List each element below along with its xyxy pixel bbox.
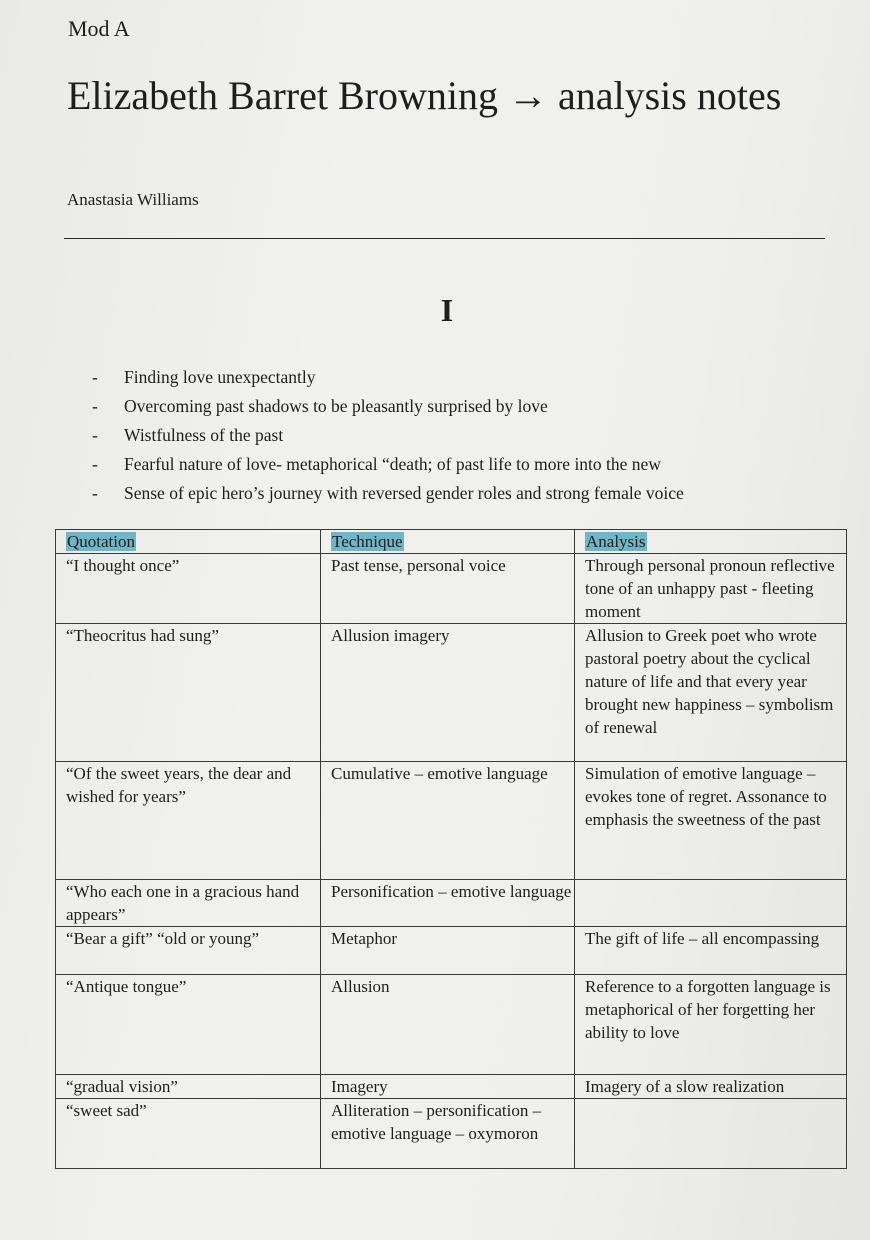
- table-row: [56, 1099, 847, 1169]
- table-row: [56, 880, 847, 927]
- table-row: [56, 927, 847, 975]
- page-title: Elizabeth Barret Browning → analysis notes: [67, 73, 782, 118]
- section-heading: I: [440, 292, 454, 328]
- theme-bullet-list: [92, 364, 684, 509]
- module-label: Mod A: [68, 16, 130, 41]
- bullet-item: - Overcoming past shadows to be pleasantly surprised by love: [92, 396, 548, 416]
- author-name: Anastasia Williams: [67, 190, 199, 209]
- technique-cell: Metaphor: [321, 927, 575, 975]
- technique-cell: Personification – emotive language: [321, 880, 575, 927]
- table-row: [56, 975, 847, 1075]
- technique-cell: Cumulative – emotive language: [321, 762, 575, 880]
- bullet-item: - Wistfulness of the past: [92, 425, 284, 445]
- analysis-cell: Reference to a forgotten language is metaphorical of her forgetting her ability to love: [575, 975, 847, 1075]
- analysis-cell: Allusion to Greek poet who wrote pastoral poetry about the cyclical nature of life and that every year brought new happiness – symbolism of renewal: [575, 624, 847, 762]
- table-row: [56, 1075, 847, 1099]
- bullet-text: Sense of epic hero’s journey with reversed gender roles and strong female voice: [124, 483, 684, 503]
- quotation-cell: “Of the sweet years, the dear and wished for years”: [56, 762, 321, 880]
- analysis-table: [55, 529, 847, 1169]
- technique-cell: Alliteration – personification – emotive language – oxymoron: [321, 1099, 575, 1169]
- header-label: Analysis: [586, 532, 646, 551]
- quotation-cell: “Antique tongue”: [56, 975, 321, 1075]
- quotation-cell: “gradual vision”: [56, 1075, 321, 1099]
- analysis-cell: Through personal pronoun reflective tone of an unhappy past - fleeting moment: [575, 554, 847, 624]
- technique-cell: Imagery: [321, 1075, 575, 1099]
- quotation-cell: “sweet sad”: [56, 1099, 321, 1169]
- bullet-text: Wistfulness of the past: [124, 425, 284, 445]
- bullet-text: Fearful nature of love- metaphorical “death; of past life to more into the new: [124, 454, 661, 474]
- header-label: Quotation: [67, 532, 135, 551]
- header-cell-analysis: [575, 530, 847, 554]
- quotation-cell: “I thought once”: [56, 554, 321, 624]
- technique-cell: Past tense, personal voice: [321, 554, 575, 624]
- analysis-cell: The gift of life – all encompassing: [575, 927, 847, 975]
- table-row: [56, 554, 847, 624]
- analysis-cell: Imagery of a slow realization: [575, 1075, 847, 1099]
- analysis-cell: Simulation of emotive language – evokes tone of regret. Assonance to emphasis the sweetness of the past: [575, 762, 847, 880]
- table-row: [56, 762, 847, 880]
- table-row: [56, 624, 847, 762]
- quotation-cell: “Theocritus had sung”: [56, 624, 321, 762]
- bullet-item: - Finding love unexpectantly: [92, 367, 316, 387]
- analysis-cell: [575, 880, 847, 927]
- bullet-item: - Sense of epic hero’s journey with reversed gender roles and strong female voice: [92, 483, 684, 503]
- technique-cell: Allusion: [321, 975, 575, 1075]
- header-divider: [64, 238, 825, 239]
- header-label: Technique: [332, 532, 403, 551]
- header-cell-quotation: [56, 530, 321, 554]
- bullet-item: - Fearful nature of love- metaphorical “death; of past life to more into the new: [92, 454, 661, 474]
- technique-cell: Allusion imagery: [321, 624, 575, 762]
- bullet-text: Finding love unexpectantly: [124, 367, 316, 387]
- quotation-cell: “Bear a gift” “old or young”: [56, 927, 321, 975]
- table-header-row: [56, 530, 847, 554]
- analysis-cell: [575, 1099, 847, 1169]
- quotation-cell: “Who each one in a gracious hand appears”: [56, 880, 321, 927]
- bullet-text: Overcoming past shadows to be pleasantly surprised by love: [124, 396, 548, 416]
- header-cell-technique: [321, 530, 575, 554]
